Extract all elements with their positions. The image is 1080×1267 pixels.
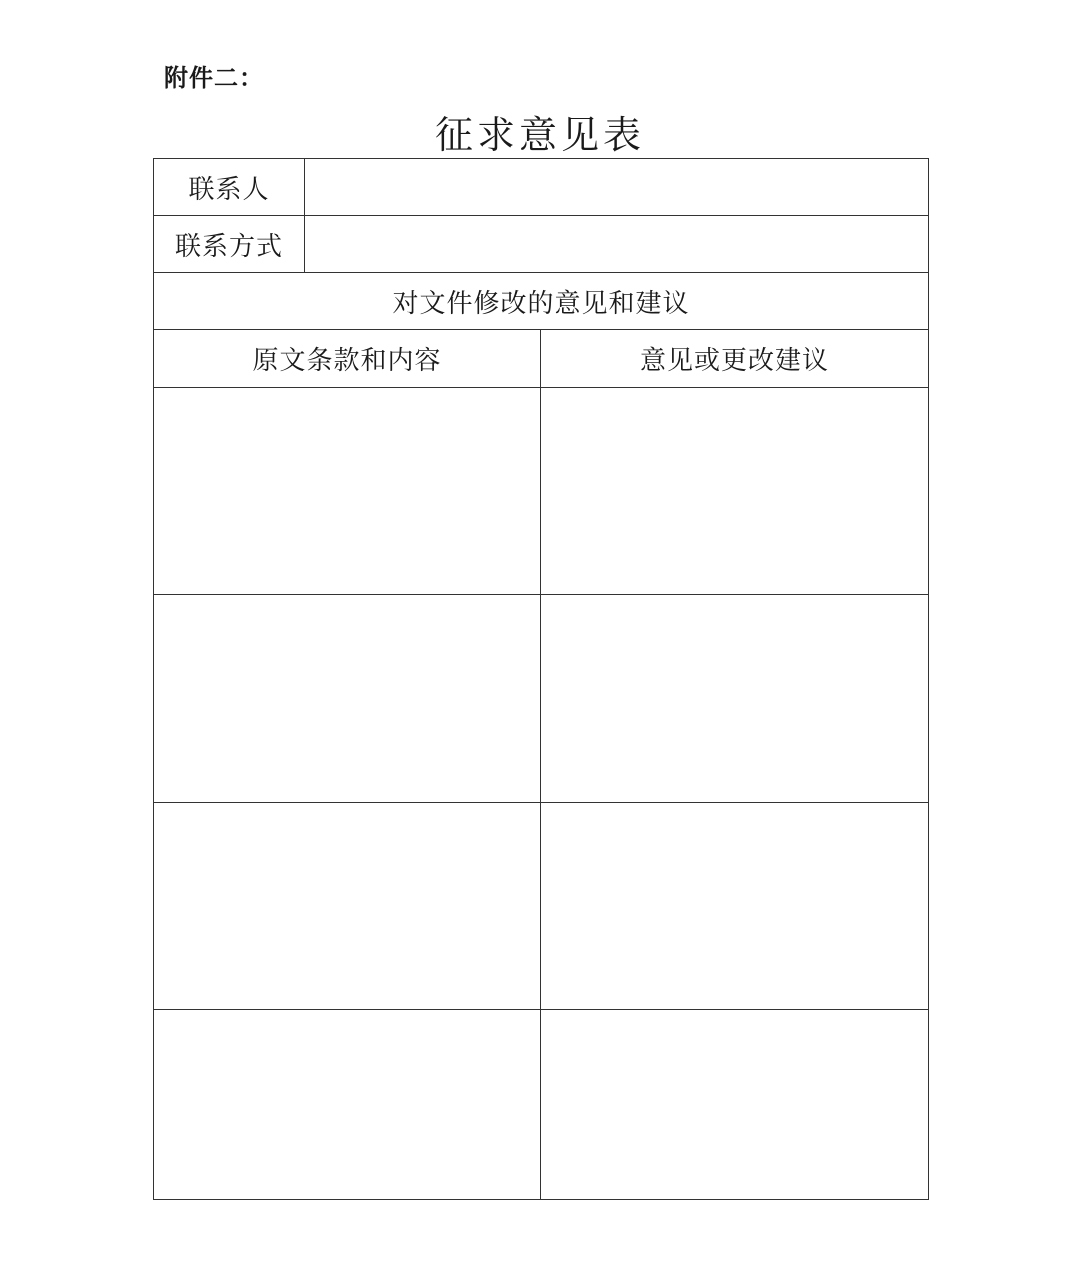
table-row [154,595,929,803]
original-clause-cell[interactable] [154,387,541,595]
suggestion-cell[interactable] [541,1010,929,1200]
original-clause-cell[interactable] [154,802,541,1010]
table-row [154,1010,929,1200]
suggestion-cell[interactable] [541,802,929,1010]
column-header-suggestion: 意见或更改建议 [541,330,929,387]
contact-method-row [154,216,929,273]
contact-person-row [154,159,929,216]
original-clause-cell[interactable] [154,595,541,803]
attachment-label: 附件二： [164,64,264,92]
table-row [154,387,929,595]
feedback-table [153,158,929,1200]
contact-person-label: 联系人 [154,159,305,216]
opinion-section-row [154,273,929,330]
original-clause-cell[interactable] [154,1010,541,1200]
contact-method-label: 联系方式 [154,216,305,273]
contact-person-field[interactable] [305,159,929,216]
suggestion-cell[interactable] [541,595,929,803]
column-header-row [154,330,929,387]
opinion-section-title: 对文件修改的意见和建议 [154,273,929,330]
form-title: 征求意见表 [434,113,645,157]
suggestion-cell[interactable] [541,387,929,595]
table-row [154,802,929,1010]
contact-method-field[interactable] [305,216,929,273]
column-header-original: 原文条款和内容 [154,330,541,387]
